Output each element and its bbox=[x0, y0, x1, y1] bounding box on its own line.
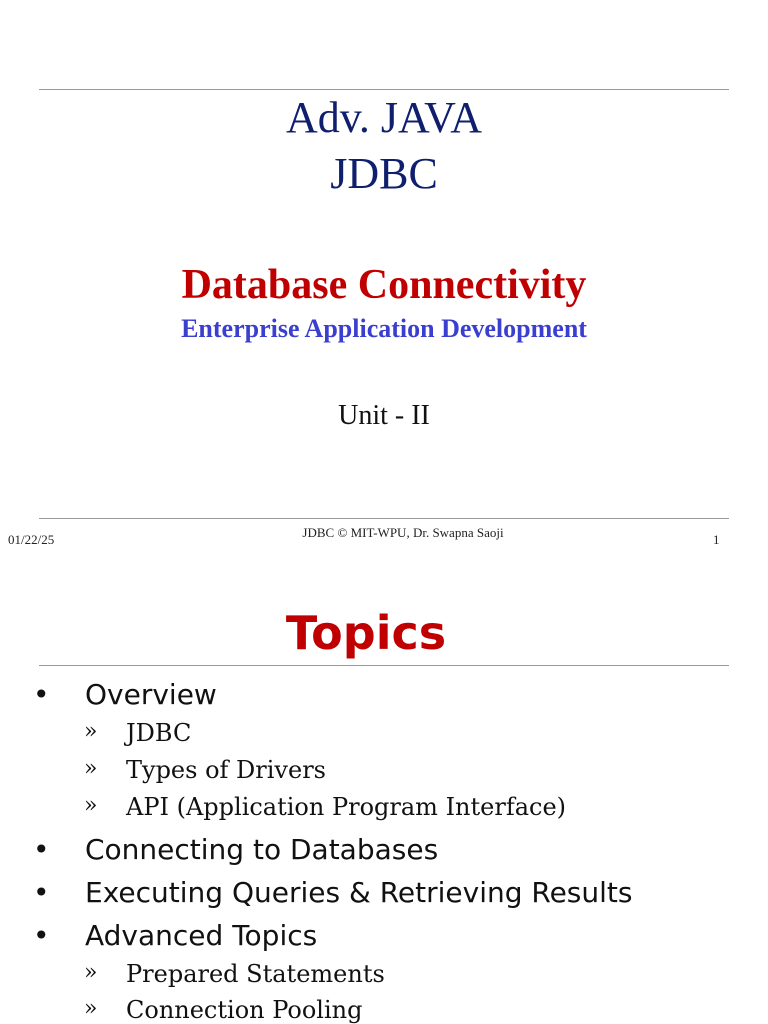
bullet-marker: • bbox=[33, 919, 50, 952]
footer-page-number: 1 bbox=[713, 532, 720, 547]
list-item-text: Prepared Statements bbox=[126, 960, 385, 988]
sub-bullet-marker: » bbox=[84, 756, 98, 781]
bullet-marker: • bbox=[33, 876, 50, 909]
list-item-text: Executing Queries & Retrieving Results bbox=[85, 876, 633, 909]
list-item-text: Connection Pooling bbox=[126, 996, 363, 1024]
slide-subheading: Enterprise Application Development bbox=[181, 314, 587, 343]
topics-title: Topics bbox=[285, 606, 447, 660]
slide-title-line2: JDBC bbox=[330, 149, 438, 198]
slide-title-line1: Adv. JAVA bbox=[285, 93, 483, 142]
list-item-text: Types of Drivers bbox=[126, 756, 326, 784]
sub-bullet-marker: » bbox=[84, 996, 98, 1021]
slide1-footer-rule bbox=[39, 518, 729, 519]
list-item-text: Advanced Topics bbox=[85, 919, 318, 952]
sub-bullet-marker: » bbox=[84, 793, 98, 818]
list-item-text: JDBC bbox=[126, 719, 192, 747]
sub-bullet-marker: » bbox=[84, 719, 98, 744]
bullet-marker: • bbox=[33, 678, 50, 711]
slide2-title-rule bbox=[39, 665, 729, 666]
list-item-text: Overview bbox=[85, 678, 217, 711]
list-item-text: Connecting to Databases bbox=[85, 833, 439, 866]
unit-label: Unit - II bbox=[338, 400, 430, 431]
list-item-text: API (Application Program Interface) bbox=[126, 793, 567, 821]
footer-date: 01/22/25 bbox=[8, 532, 55, 547]
bullet-marker: • bbox=[33, 833, 50, 866]
footer-credit: JDBC © MIT-WPU, Dr. Swapna Saoji bbox=[302, 525, 504, 540]
slide1-top-rule bbox=[39, 89, 729, 90]
sub-bullet-marker: » bbox=[84, 960, 98, 985]
slide-heading: Database Connectivity bbox=[181, 262, 587, 308]
